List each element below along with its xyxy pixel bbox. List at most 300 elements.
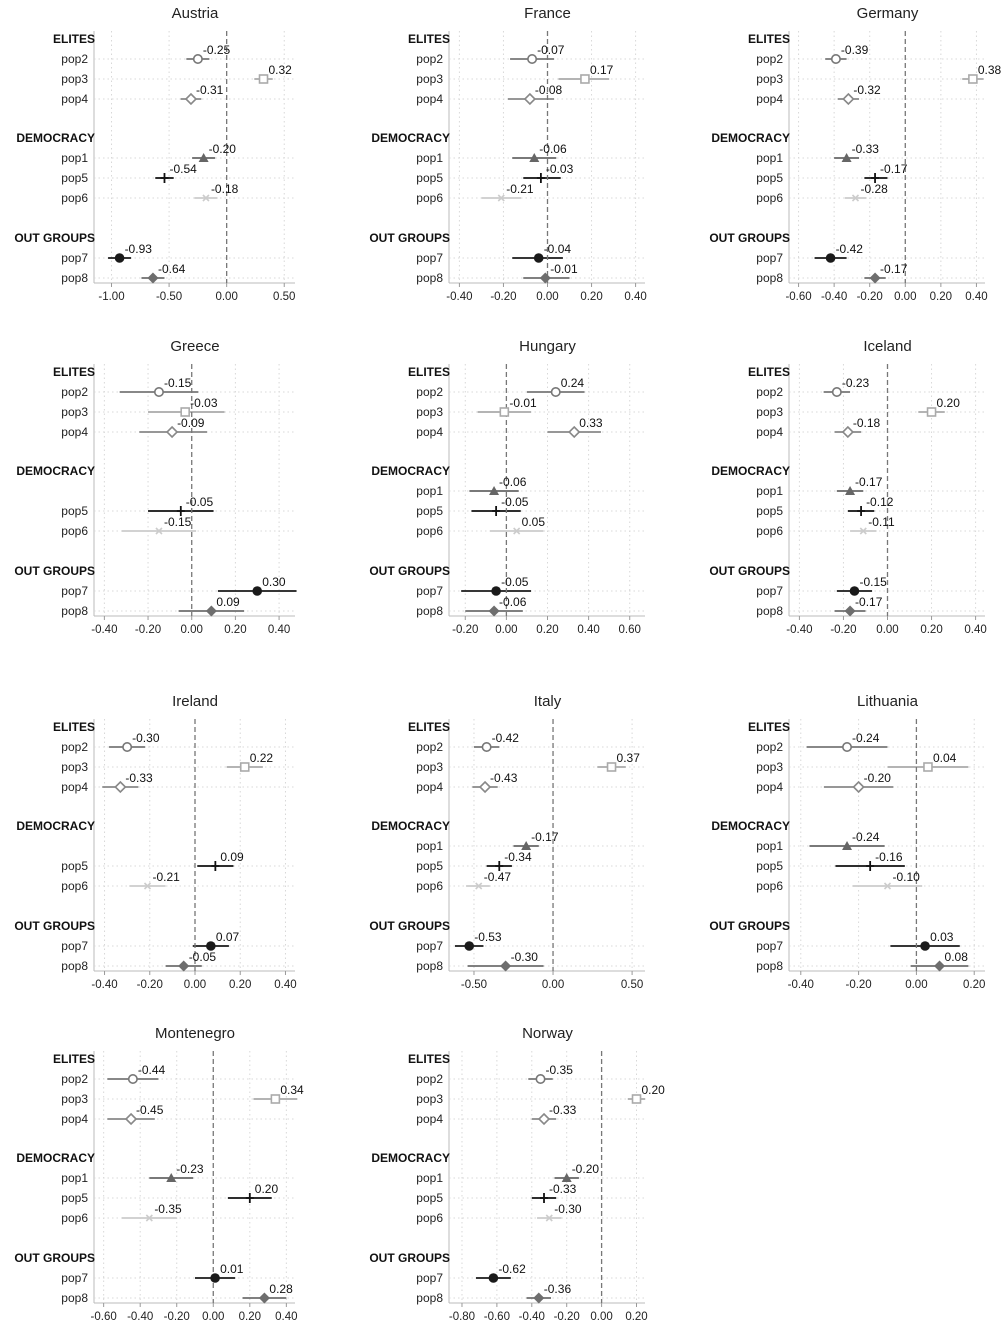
row-label: pop5 [416,1191,443,1205]
panel-title: Ireland [172,693,218,710]
row-label: pop2 [756,385,783,399]
row-label: pop8 [416,604,443,618]
row-label: pop2 [61,740,88,754]
group-header: DEMOCRACY [16,1151,95,1165]
row-label: pop4 [416,1112,443,1126]
x-tick-label: 0.00 [215,291,238,303]
row-label: pop2 [61,385,88,399]
x-tick-label: 0.20 [229,979,252,991]
row-label: pop6 [61,191,88,205]
row-label: pop7 [756,939,783,953]
pop3-value-label: 0.22 [249,751,274,765]
row-label: pop2 [416,385,443,399]
group-header: DEMOCRACY [16,819,95,833]
x-tick-label: -0.20 [490,291,517,303]
pop5-value-label: -0.05 [501,495,529,509]
pop3-value-label: 0.17 [589,63,614,77]
row-label: pop5 [756,504,783,518]
pop3-value-label: 0.38 [977,63,1002,77]
pop4-value-label: -0.31 [195,83,224,97]
group-header: ELITES [52,720,95,734]
group-header: OUT GROUPS [709,919,790,933]
pop8-value-label: -0.64 [157,262,186,276]
row-label: pop2 [416,52,443,66]
pop5-marker [857,506,865,516]
pop2-marker [482,743,490,751]
row-label: pop3 [61,405,88,419]
pop8-marker [206,606,217,617]
x-tick-label: 0.20 [536,624,559,636]
x-tick-label: 0.40 [964,624,987,636]
x-tick-label: 0.20 [625,1311,648,1323]
pop5-value-label: -0.34 [504,850,532,864]
row-label: pop2 [756,52,783,66]
row-label: pop2 [61,52,88,66]
x-tick-label: -0.40 [446,291,473,303]
pop8-value-label: 0.08 [944,950,968,964]
pop2-marker [832,55,840,63]
pop2-marker [155,388,163,396]
pop5-marker [211,861,219,871]
row-label: pop7 [756,584,783,598]
group-header: DEMOCRACY [371,131,450,145]
pop5-value-label: -0.03 [545,162,574,176]
group-header: DEMOCRACY [711,464,790,478]
group-header: DEMOCRACY [371,819,450,833]
pop4-marker [186,94,196,104]
x-tick-label: -0.60 [90,1311,117,1323]
pop6-value-label: -0.15 [163,515,192,529]
group-header: OUT GROUPS [14,231,95,245]
pop6-value-label: -0.11 [868,515,895,529]
x-tick-label: -0.40 [786,624,813,636]
row-label: pop3 [61,760,88,774]
row-label: pop1 [416,484,443,498]
row-label: pop7 [416,939,443,953]
panel-norway [369,1025,665,1323]
x-tick-label: 0.40 [267,624,291,636]
pop2-marker [833,388,841,396]
pop3-marker [928,408,936,416]
pop8-marker [500,961,511,972]
x-tick-label: 0.20 [963,979,986,991]
row-label: pop5 [61,1191,88,1205]
pop3-value-label: 0.20 [641,1083,665,1097]
group-header: OUT GROUPS [14,1251,95,1265]
pop7-marker [210,1273,220,1283]
row-label: pop5 [416,504,443,518]
pop8-value-label: -0.05 [188,950,217,964]
pop4-marker [569,427,579,437]
group-header: OUT GROUPS [369,919,450,933]
pop7-marker [115,253,125,263]
pop2-value-label: -0.42 [491,731,519,745]
pop7-value-label: -0.53 [474,930,502,944]
pop8-value-label: -0.01 [550,262,578,276]
pop4-marker [126,1114,136,1124]
pop7-value-label: -0.15 [859,575,887,589]
pop4-marker [525,94,535,104]
group-header: DEMOCRACY [371,464,450,478]
row-label: pop7 [416,584,443,598]
x-tick-label: 0.00 [202,1311,225,1323]
x-tick-label: -0.40 [787,979,814,991]
row-label: pop5 [416,859,443,873]
row-label: pop8 [756,271,783,285]
group-header: ELITES [747,365,790,379]
panel-germany [709,5,1001,303]
row-label: pop1 [416,1171,443,1185]
row-label: pop5 [756,171,783,185]
pop1-value-label: -0.24 [852,830,880,844]
row-label: pop8 [416,271,443,285]
x-tick-label: 0.00 [894,291,917,303]
row-label: pop7 [416,251,443,265]
row-label: pop5 [416,171,443,185]
group-header: ELITES [52,32,95,46]
panel-italy [369,693,645,991]
pop6-value-label: -0.35 [154,1202,182,1216]
pop3-value-label: -0.03 [190,396,218,410]
x-tick-label: -0.20 [830,624,857,636]
pop8-marker [489,606,500,617]
pop1-value-label: -0.17 [855,475,883,489]
group-header: DEMOCRACY [711,819,790,833]
pop2-value-label: -0.39 [840,43,869,57]
row-label: pop6 [416,1211,443,1225]
row-label: pop7 [61,939,88,953]
pop5-value-label: -0.05 [185,495,214,509]
pop7-value-label: -0.93 [124,242,152,256]
x-tick-label: 0.20 [920,624,943,636]
x-tick-label: -0.20 [134,624,162,636]
row-label: pop2 [416,740,443,754]
pop8-marker [934,961,945,972]
panel-lithuania [709,693,985,991]
pop4-marker [167,427,177,437]
x-tick-label: 0.60 [618,624,641,636]
pop7-value-label: -0.04 [543,242,572,256]
x-tick-label: -0.20 [136,979,163,991]
group-header: OUT GROUPS [14,919,95,933]
pop2-value-label: -0.35 [545,1063,573,1077]
panel-montenegro [14,1025,304,1323]
group-header: ELITES [52,1052,95,1066]
pop5-marker [540,1193,548,1203]
pop7-marker [464,941,474,951]
pop3-value-label: 0.04 [932,751,957,765]
row-label: pop3 [416,72,443,86]
row-label: pop6 [416,191,443,205]
pop8-value-label: -0.17 [855,595,883,609]
pop4-value-label: 0.33 [579,416,603,430]
row-label: pop5 [61,859,88,873]
panel-austria [14,5,295,303]
panel-title: Italy [533,693,562,710]
row-label: pop3 [756,405,783,419]
x-tick-label: -0.60 [785,291,812,303]
x-tick-label: -0.20 [845,979,872,991]
pop8-value-label: -0.17 [880,262,908,276]
pop3-marker [633,1095,641,1103]
group-header: ELITES [747,32,790,46]
row-label: pop8 [61,1291,88,1305]
pop6-value-label: -0.21 [506,182,534,196]
pop2-marker [194,55,202,63]
pop7-value-label: -0.42 [835,242,863,256]
row-label: pop5 [756,859,783,873]
panel-title: Iceland [863,338,912,355]
pop3-marker [608,763,616,771]
pop3-marker [924,763,932,771]
row-label: pop1 [416,839,443,853]
pop4-marker [843,427,853,437]
pop1-value-label: -0.20 [571,1162,600,1176]
x-tick-label: 0.20 [580,291,603,303]
group-header: ELITES [407,32,450,46]
pop6-value-label: -0.30 [554,1202,582,1216]
panel-title: Greece [170,338,220,355]
group-header: OUT GROUPS [369,231,450,245]
row-label: pop3 [756,72,783,86]
panel-title: France [524,5,571,22]
pop5-value-label: -0.16 [875,850,903,864]
group-header: DEMOCRACY [371,1151,450,1165]
pop3-value-label: 0.20 [936,396,960,410]
row-label: pop8 [416,959,443,973]
pop5-value-label: -0.54 [169,162,197,176]
pop1-value-label: -0.06 [539,142,567,156]
row-label: pop7 [416,1271,443,1285]
x-tick-label: 0.20 [238,1311,262,1323]
pop3-value-label: 0.32 [268,63,292,77]
pop4-marker [115,782,125,792]
pop6-value-label: 0.05 [521,515,546,529]
x-tick-label: 0.50 [620,979,644,991]
pop7-value-label: 0.03 [930,930,954,944]
row-label: pop3 [416,1092,443,1106]
pop8-value-label: 0.09 [216,595,240,609]
row-label: pop4 [61,425,88,439]
x-tick-label: 0.00 [495,624,518,636]
pop7-marker [920,941,930,951]
row-label: pop4 [416,92,443,106]
row-label: pop8 [756,959,783,973]
row-label: pop2 [416,1072,443,1086]
pop4-value-label: -0.32 [853,83,881,97]
pop2-value-label: -0.15 [163,376,192,390]
x-tick-label: -0.40 [91,979,118,991]
pop5-marker [537,173,545,183]
pop7-value-label: -0.05 [501,575,529,589]
x-tick-label: 0.00 [536,291,559,303]
pop1-value-label: -0.23 [176,1162,204,1176]
pop8-marker [147,273,158,284]
row-label: pop1 [416,151,443,165]
pop3-marker [969,75,977,83]
pop6-value-label: -0.21 [152,870,180,884]
pop2-marker [123,743,131,751]
pop3-marker [581,75,589,83]
pop5-value-label: 0.09 [220,850,244,864]
pop4-value-label: -0.33 [125,771,153,785]
pop1-value-label: -0.33 [851,142,879,156]
pop2-value-label: -0.24 [852,731,880,745]
pop7-value-label: 0.30 [262,575,286,589]
pop8-value-label: -0.06 [499,595,527,609]
row-label: pop3 [61,1092,88,1106]
pop6-value-label: -0.28 [860,182,888,196]
row-label: pop5 [61,171,88,185]
pop8-marker [845,606,856,617]
pop5-marker [866,861,874,871]
group-header: OUT GROUPS [14,564,95,578]
group-header: DEMOCRACY [711,131,790,145]
x-tick-label: -0.20 [452,624,479,636]
pop2-value-label: -0.25 [202,43,231,57]
row-label: pop6 [416,524,443,538]
panel-ireland [14,693,296,991]
row-label: pop8 [416,1291,443,1305]
pop3-marker [271,1095,279,1103]
row-label: pop4 [61,92,88,106]
x-tick-label: -0.60 [483,1311,510,1323]
x-tick-label: -0.20 [163,1311,190,1323]
pop3-value-label: 0.37 [616,751,640,765]
group-header: OUT GROUPS [369,1251,450,1265]
pop2-value-label: -0.23 [841,376,870,390]
pop3-marker [241,763,249,771]
x-tick-label: 0.00 [183,979,207,991]
x-tick-label: 0.40 [275,1311,298,1323]
row-label: pop1 [756,839,783,853]
pop4-value-label: -0.08 [534,83,563,97]
row-label: pop4 [61,780,88,794]
row-label: pop8 [756,604,783,618]
row-label: pop6 [61,524,88,538]
x-tick-label: -0.40 [518,1311,545,1323]
pop7-marker [534,253,544,263]
pop2-value-label: -0.07 [537,43,565,57]
row-label: pop7 [756,251,783,265]
pop8-value-label: 0.28 [269,1282,293,1296]
pop5-value-label: -0.12 [866,495,894,509]
group-header: OUT GROUPS [709,231,790,245]
row-label: pop1 [61,151,88,165]
pop1-value-label: -0.17 [531,830,559,844]
group-header: DEMOCRACY [16,131,95,145]
pop2-marker [552,388,560,396]
x-tick-label: -0.40 [91,624,118,636]
pop4-value-label: -0.43 [490,771,518,785]
pop8-marker [178,961,189,972]
row-label: pop1 [756,151,783,165]
row-label: pop3 [61,72,88,86]
pop4-value-label: -0.18 [852,416,881,430]
group-header: ELITES [407,1052,450,1066]
pop7-value-label: 0.01 [220,1262,244,1276]
x-tick-label: -0.80 [448,1311,476,1323]
pop7-value-label: -0.62 [498,1262,526,1276]
row-label: pop8 [61,271,88,285]
row-label: pop1 [756,484,783,498]
row-label: pop3 [756,760,783,774]
x-tick-label: -0.50 [460,979,488,991]
pop5-marker [246,1193,254,1203]
group-header: ELITES [407,365,450,379]
row-label: pop7 [61,251,88,265]
pop4-value-label: -0.33 [549,1103,577,1117]
x-tick-label: 0.20 [224,624,247,636]
pop2-marker [129,1075,137,1083]
row-label: pop5 [61,504,88,518]
pop4-marker [480,782,490,792]
pop3-value-label: 0.34 [280,1083,304,1097]
x-tick-label: -0.20 [553,1311,580,1323]
pop5-value-label: 0.20 [254,1182,279,1196]
pop8-marker [533,1293,544,1304]
pop7-marker [252,586,262,596]
row-label: pop2 [756,740,783,754]
x-tick-label: 0.40 [577,624,600,636]
pop4-value-label: -0.45 [136,1103,164,1117]
row-label: pop1 [61,1171,88,1185]
pop7-value-label: 0.07 [215,930,240,944]
pop2-marker [528,55,536,63]
group-header: ELITES [407,720,450,734]
pop5-marker [160,173,168,183]
pop4-value-label: -0.20 [863,771,891,785]
row-label: pop6 [756,524,783,538]
pop4-value-label: -0.09 [177,416,205,430]
pop7-marker [489,1273,499,1283]
group-header: OUT GROUPS [369,564,450,578]
pop8-marker [540,273,551,284]
row-label: pop2 [61,1072,88,1086]
panel-title: Norway [522,1025,573,1042]
pop8-value-label: -0.36 [543,1282,572,1296]
panel-title: Lithuania [857,693,918,710]
panel-title: Germany [856,5,919,22]
group-header: DEMOCRACY [16,464,95,478]
x-tick-label: 0.40 [274,979,297,991]
pop2-value-label: 0.24 [560,376,585,390]
row-label: pop6 [416,879,443,893]
pop1-value-label: -0.20 [208,142,236,156]
panel-hungary [369,338,645,636]
x-tick-label: -0.40 [127,1311,154,1323]
x-tick-label: 0.50 [273,291,296,303]
x-tick-label: -1.00 [98,291,125,303]
x-tick-label: 0.20 [929,291,953,303]
pop4-marker [843,94,853,104]
x-tick-label: 0.00 [180,624,203,636]
x-tick-label: -0.20 [856,291,883,303]
row-label: pop6 [756,191,783,205]
row-label: pop8 [61,604,88,618]
pop4-marker [539,1114,549,1124]
row-label: pop4 [416,425,443,439]
pop5-marker [492,506,500,516]
pop3-marker [260,75,268,83]
x-tick-label: -0.40 [821,291,848,303]
pop4-marker [854,782,864,792]
pop5-value-label: -0.33 [549,1182,577,1196]
row-label: pop8 [61,959,88,973]
pop3-value-label: -0.01 [509,396,537,410]
group-header: ELITES [52,365,95,379]
pop2-marker [843,743,851,751]
